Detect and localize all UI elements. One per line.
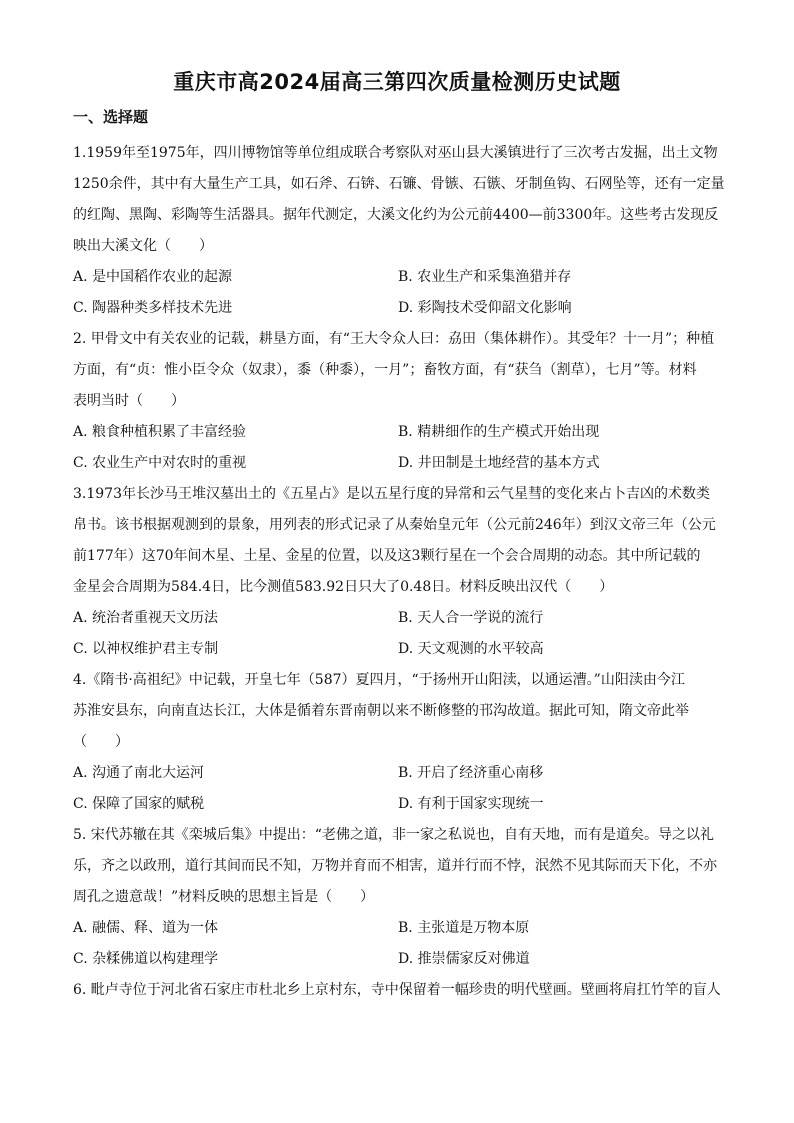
answer-option: B. 精耕细作的生产模式开始出现: [398, 424, 600, 440]
answer-option: A. 沟通了南北大运河: [73, 765, 205, 781]
question-line: 表明当时（ ）: [73, 393, 185, 409]
question-stem: [73, 324, 723, 417]
question-stem: [73, 138, 723, 262]
option-grid: [73, 913, 723, 975]
question-line: 1250余件，其中有大量生产工具，如石斧、石锛、石镰、骨镞、石镞、牙制鱼钩、石网坠等，还有一定量: [73, 176, 725, 192]
question-line: 周孔之遗意哉！”材料反映的思想主旨是（ ）: [73, 889, 375, 905]
answer-option: B. 农业生产和采集渔猎并存: [398, 269, 572, 285]
question-line: 金星会合周期为584.4日，比今测值583.92日只大了0.48日。材料反映出汉代（ ）: [73, 579, 614, 595]
answer-option: A. 融儒、释、道为一体: [73, 920, 219, 936]
question-line: 乐，齐之以政刑，道行其间而民不知，万物并育而不相害，道并行而不悖，泯然不见其际而天下化，不亦: [73, 858, 717, 874]
answer-option: B. 主张道是万物本原: [398, 920, 530, 936]
answer-option: C. 农业生产中对农时的重视: [73, 455, 247, 471]
answer-option: D. 井田制是土地经营的基本方式: [398, 455, 600, 471]
exam-title: 重庆市高2024届高三第四次质量检测历史试题: [173, 70, 621, 94]
answer-option: B. 天人合一学说的流行: [398, 610, 544, 626]
question-line: 帛书。该书根据观测到的景象，用列表的形式记录了从秦始皇元年（公元前246年）到汉文帝三年（公元: [73, 517, 716, 533]
question-line: 5. 宋代苏辙在其《栾城后集》中提出：“老佛之道，非一家之私说也，自有天地，而有是道矣。导之以礼: [73, 827, 714, 843]
answer-option: D. 有利于国家实现统一: [398, 796, 544, 812]
question-line: 映出大溪文化（ ）: [73, 238, 213, 254]
question-line: 3.1973年长沙马王堆汉墓出土的《五星占》是以五星行度的异常和云气星彗的变化来占卜吉凶的术数类: [73, 486, 710, 502]
answer-option: C. 保障了国家的赋税: [73, 796, 205, 812]
option-grid: [73, 603, 723, 665]
option-grid: [73, 758, 723, 820]
question-line: 6. 毗卢寺位于河北省石家庄市杜北乡上京村东，寺中保留着一幅珍贵的明代壁画。壁画将肩扛竹竿的盲人: [73, 982, 721, 998]
answer-option: A. 是中国稻作农业的起源: [73, 269, 233, 285]
section-heading: 一、选择题: [73, 108, 149, 126]
answer-option: C. 杂糅佛道以构建理学: [73, 951, 219, 967]
option-grid: [73, 262, 723, 324]
answer-option: B. 开启了经济重心南移: [398, 765, 544, 781]
answer-option: D. 天文观测的水平较高: [398, 641, 544, 657]
question-stem: [73, 975, 723, 1006]
question-stem: [73, 820, 723, 913]
answer-option: A. 统治者重视天文历法: [73, 610, 219, 626]
question-line: 前177年）这70年间木星、土星、金星的位置，以及这3颗行星在一个会合周期的动态。其中所记载的: [73, 548, 701, 564]
question-line: 1.1959年至1975年，四川博物馆等单位组成联合考察队对巫山县大溪镇进行了三次考古发掘，出土文物: [73, 145, 718, 161]
question-list: [73, 138, 723, 1006]
answer-option: D. 彩陶技术受仰韶文化影响: [398, 300, 572, 316]
question-line: （ ）: [73, 734, 129, 750]
question-stem: [73, 479, 723, 603]
answer-option: D. 推崇儒家反对佛道: [398, 951, 530, 967]
question-stem: [73, 665, 723, 758]
question-line: 方面，有“贞：惟小臣令众（奴隶），黍（种黍），一月”；畜牧方面，有“获刍（割草），七月”等。材料: [73, 362, 697, 378]
question-line: 苏淮安县东，向南直达长江，大体是循着东晋南朝以来不断修整的邗沟故道。据此可知，隋文帝此举: [73, 703, 689, 719]
answer-option: C. 以神权维护君主专制: [73, 641, 219, 657]
answer-option: A. 粮食种植积累了丰富经验: [73, 424, 247, 440]
question-line: 2. 甲骨文中有关农业的记载，耕垦方面，有“王大令众人曰：劦田（集体耕作）。其受年？十一月”；种植: [73, 331, 715, 347]
option-grid: [73, 417, 723, 479]
question-line: 的红陶、黑陶、彩陶等生活器具。据年代测定，大溪文化约为公元前4400—前3300年。这些考古发现反: [73, 207, 719, 223]
answer-option: C. 陶器种类多样技术先进: [73, 300, 233, 316]
question-line: 4.《隋书·高祖纪》中记载，开皇七年（587）夏四月，“于扬州开山阳渎，以通运漕。”山阳渎由今江: [73, 672, 685, 688]
